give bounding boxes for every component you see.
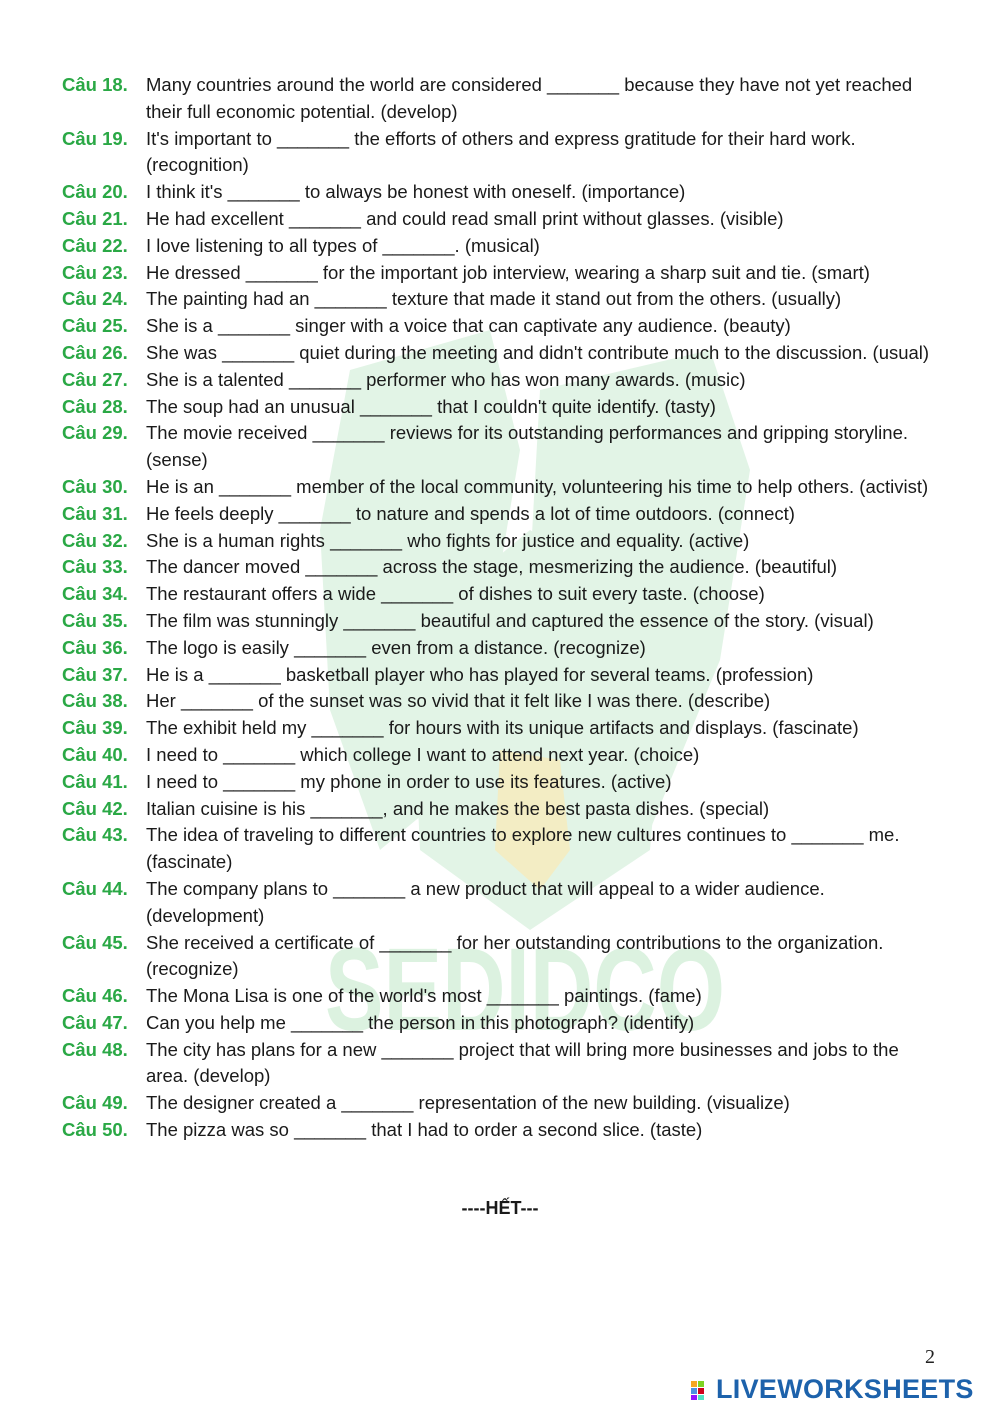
question-number: Câu 46. — [62, 985, 128, 1007]
question-item — [62, 260, 942, 287]
question-text: The dancer moved _______ across the stage, mesmerizing the audience. (beautiful) — [146, 556, 838, 578]
question-text: She was _______ quiet during the meeting and didn't contribute much to the discussion. (usual) — [146, 341, 930, 363]
question-number: Câu 23. — [62, 261, 128, 283]
question-item — [62, 420, 942, 474]
question-list — [62, 72, 942, 1144]
question-item — [62, 179, 942, 206]
question-text: The designer created a _______ representation of the new building. (visualize) — [146, 1092, 790, 1114]
question-text: She received a certificate of _______ for her outstanding contributions to the organization. (recognize) — [146, 931, 884, 980]
question-text: She is a human rights _______ who fights for justice and equality. (active) — [146, 529, 750, 551]
question-item — [62, 876, 942, 930]
question-number: Câu 27. — [62, 368, 128, 390]
question-text: He feels deeply _______ to nature and spends a lot of time outdoors. (connect) — [146, 502, 795, 524]
question-text: He is an _______ member of the local community, volunteering his time to help others. (activist) — [146, 475, 929, 497]
question-text: The pizza was so _______ that I had to order a second slice. (taste) — [146, 1119, 703, 1141]
liveworksheets-logo-icon — [690, 1379, 712, 1401]
question-number: Câu 47. — [62, 1011, 128, 1033]
question-text: The soup had an unusual _______ that I couldn't quite identify. (tasty) — [146, 395, 716, 417]
question-number: Câu 48. — [62, 1038, 128, 1060]
watermark-text: SEDIDCO — [325, 924, 725, 1056]
question-number: Câu 43. — [62, 824, 128, 846]
question-number: Câu 22. — [62, 234, 128, 256]
question-item — [62, 930, 942, 984]
question-number: Câu 49. — [62, 1092, 128, 1114]
question-number: Câu 41. — [62, 770, 128, 792]
question-item — [62, 1090, 942, 1117]
question-item — [62, 286, 942, 313]
question-item — [62, 1010, 942, 1037]
page-number: 2 — [925, 1346, 935, 1368]
question-number: Câu 50. — [62, 1119, 128, 1141]
question-number: Câu 18. — [62, 74, 128, 95]
question-item — [62, 715, 942, 742]
liveworksheets-logo[interactable] — [690, 1374, 974, 1405]
question-number: Câu 32. — [62, 529, 128, 551]
question-item — [62, 72, 942, 126]
question-number: Câu 35. — [62, 609, 128, 631]
question-item — [62, 688, 942, 715]
question-number: Câu 28. — [62, 395, 128, 417]
question-item — [62, 313, 942, 340]
question-text: He had excellent _______ and could read small print without glasses. (visible) — [146, 207, 784, 229]
question-number: Câu 24. — [62, 288, 128, 310]
question-number: Câu 21. — [62, 207, 128, 229]
question-item — [62, 367, 942, 394]
question-text: The Mona Lisa is one of the world's most _______ paintings. (fame) — [146, 985, 702, 1007]
question-text: It's important to _______ the efforts of others and express gratitude for their hard work. (recognition) — [146, 127, 856, 176]
question-item — [62, 983, 942, 1010]
question-text: Her _______ of the sunset was so vivid that it felt like I was there. (describe) — [146, 690, 771, 712]
question-text: Italian cuisine is his _______, and he makes the best pasta dishes. (special) — [146, 797, 770, 819]
question-number: Câu 36. — [62, 636, 128, 658]
question-item — [62, 1117, 942, 1144]
question-text: The restaurant offers a wide _______ of dishes to suit every taste. (choose) — [146, 583, 765, 605]
question-number: Câu 39. — [62, 717, 128, 739]
question-text: He is a _______ basketball player who has played for several teams. (profession) — [146, 663, 814, 685]
question-number: Câu 20. — [62, 181, 128, 203]
question-text: I love listening to all types of _______. (musical) — [146, 234, 540, 256]
question-number: Câu 19. — [62, 127, 128, 149]
question-item — [62, 662, 942, 689]
question-number: Câu 25. — [62, 315, 128, 337]
question-number: Câu 42. — [62, 797, 128, 819]
question-number: Câu 34. — [62, 583, 128, 605]
question-item — [62, 340, 942, 367]
question-number: Câu 37. — [62, 663, 128, 685]
question-text: She is a _______ singer with a voice that can captivate any audience. (beauty) — [146, 315, 791, 337]
question-item — [62, 474, 942, 501]
question-text: Can you help me _______ the person in this photograph? (identify) — [146, 1011, 695, 1033]
question-text: She is a talented _______ performer who has won many awards. (music) — [146, 368, 746, 390]
question-item — [62, 822, 942, 876]
question-text: The logo is easily _______ even from a distance. (recognize) — [146, 636, 646, 658]
question-item — [62, 769, 942, 796]
question-text: The company plans to _______ a new product that will appeal to a wider audience. (development) — [146, 877, 825, 926]
question-item — [62, 528, 942, 555]
question-item — [62, 554, 942, 581]
question-item — [62, 742, 942, 769]
question-text: The painting had an _______ texture that made it stand out from the others. (usually) — [146, 288, 842, 310]
question-text: I need to _______ which college I want to attend next year. (choice) — [146, 743, 700, 765]
question-text: The idea of traveling to different countries to explore new cultures continues to _______ me. (fascinate) — [146, 824, 900, 873]
question-text: He dressed _______ for the important job interview, wearing a sharp suit and tie. (smart) — [146, 261, 870, 283]
question-number: Câu 31. — [62, 502, 128, 524]
question-number: Câu 29. — [62, 422, 128, 444]
question-number: Câu 38. — [62, 690, 128, 712]
question-number: Câu 33. — [62, 556, 128, 578]
question-number: Câu 40. — [62, 743, 128, 765]
question-item — [62, 796, 942, 823]
question-item — [62, 635, 942, 662]
question-item — [62, 126, 942, 180]
question-item — [62, 206, 942, 233]
question-text: I need to _______ my phone in order to use its features. (active) — [146, 770, 672, 792]
question-item — [62, 1037, 942, 1091]
question-text: I think it's _______ to always be honest with oneself. (importance) — [146, 181, 686, 203]
question-number: Câu 26. — [62, 341, 128, 363]
liveworksheets-logo-text: LIVEWORKSHEETS — [716, 1374, 974, 1404]
end-mark: ----HẾT--- — [461, 1198, 539, 1218]
question-text: The city has plans for a new _______ project that will bring more businesses and jobs to the area. (develop) — [146, 1038, 899, 1087]
question-text: The movie received _______ reviews for its outstanding performances and gripping storyline. (sense) — [146, 422, 908, 471]
question-text: The exhibit held my _______ for hours with its unique artifacts and displays. (fascinate) — [146, 717, 859, 739]
question-item — [62, 233, 942, 260]
question-number: Câu 45. — [62, 931, 128, 953]
question-item — [62, 608, 942, 635]
question-number: Câu 30. — [62, 475, 128, 497]
question-text: The film was stunningly _______ beautiful and captured the essence of the story. (visual) — [146, 609, 874, 631]
question-text: Many countries around the world are considered _______ because they have not yet reached their full economic potential. (develop) — [146, 74, 913, 122]
question-item — [62, 394, 942, 421]
question-item — [62, 581, 942, 608]
question-number: Câu 44. — [62, 877, 128, 899]
question-item — [62, 501, 942, 528]
